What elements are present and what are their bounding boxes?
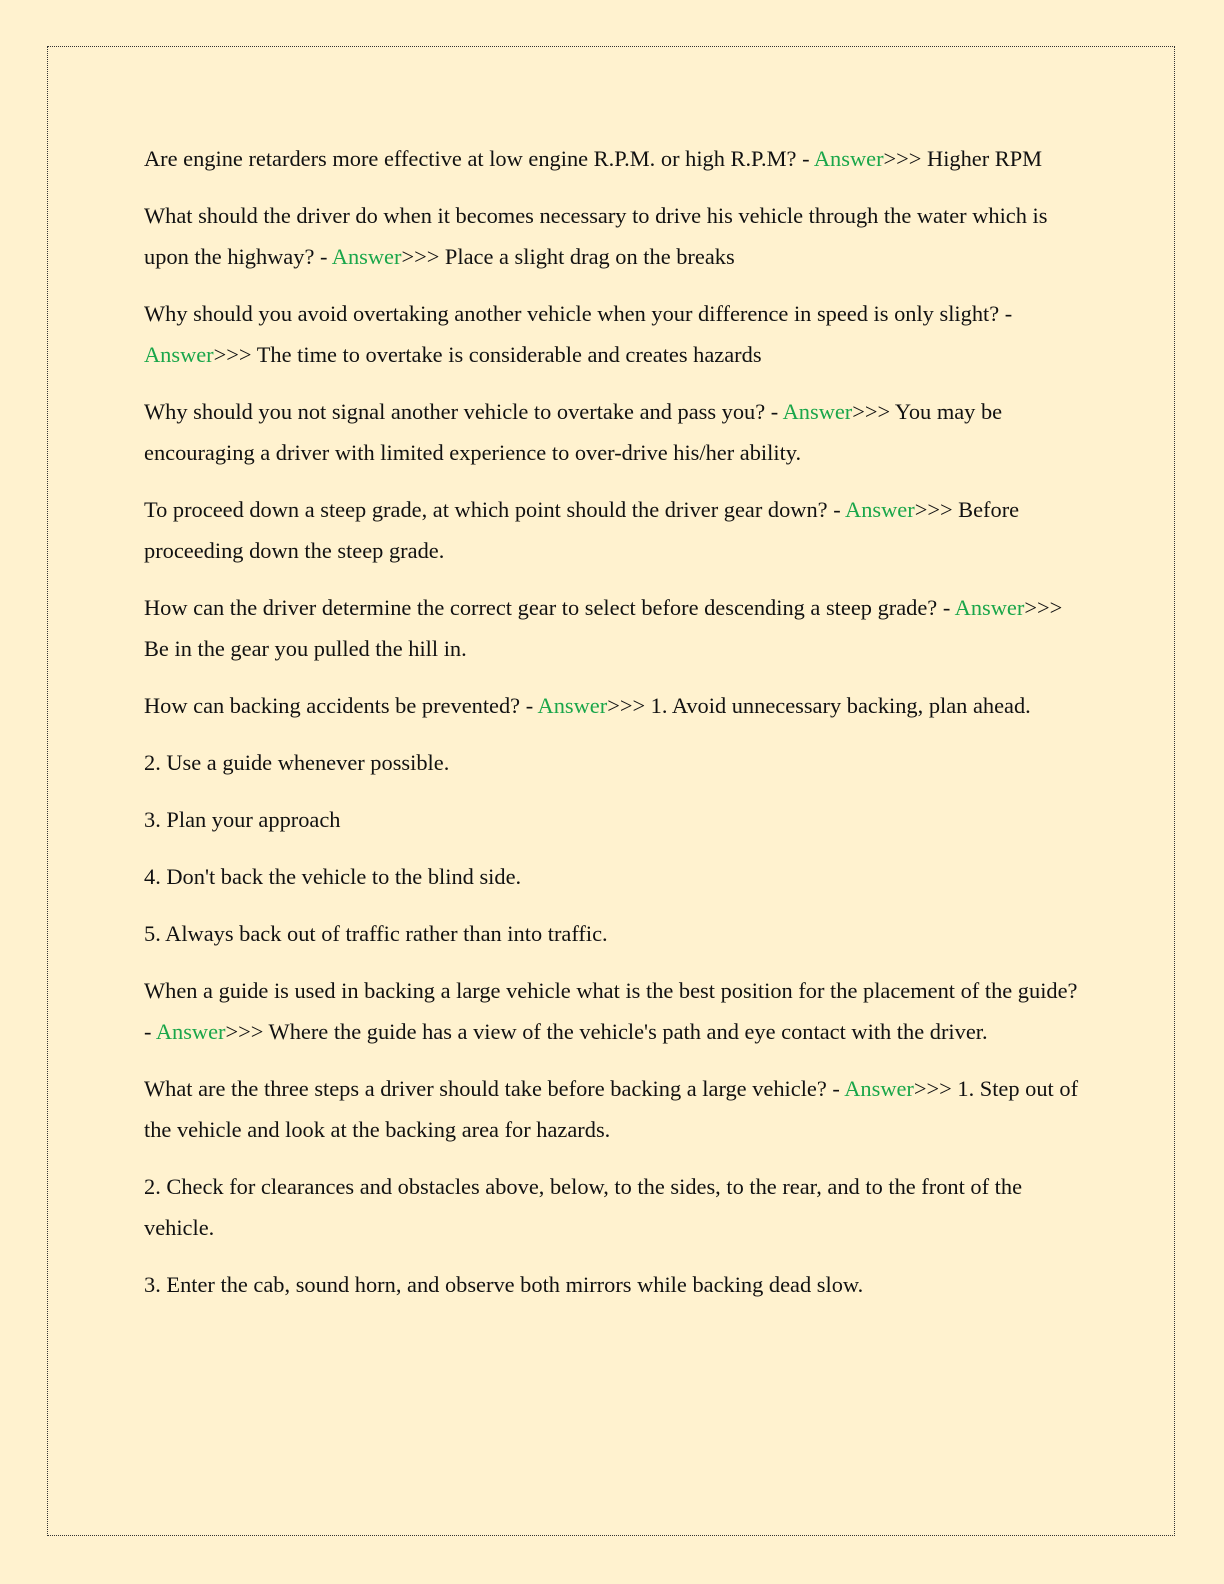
answer-text: >>> Where the guide has a view of the vehicle's path and eye contact with the driver. (225, 1019, 988, 1044)
answer-label: Answer (813, 146, 884, 171)
answer-text: >>> 1. Avoid unnecessary backing, plan ahead. (607, 693, 1031, 718)
list-item (144, 1264, 1084, 1305)
list-item-text: 3. Enter the cab, sound horn, and observe both mirrors while backing dead slow. (144, 1272, 864, 1297)
qa-paragraph (144, 293, 1084, 375)
answer-label: Answer (782, 399, 853, 424)
qa-paragraph (144, 489, 1084, 571)
list-item-text: 5. Always back out of traffic rather than into traffic. (144, 921, 608, 946)
question-text: What should the driver do when it becomes necessary to drive his vehicle through the water which is upon the highway? - (144, 203, 1048, 269)
qa-paragraph (144, 138, 1084, 179)
answer-label: Answer (144, 342, 214, 367)
answer-text: >>> 1. Step out of the vehicle and look at the backing area for hazards. (144, 1076, 1079, 1142)
question-text: Why should you avoid overtaking another vehicle when your difference in speed is only slight? - (144, 301, 1013, 326)
qa-paragraph (144, 970, 1084, 1052)
answer-text: >>> You may be encouraging a driver with limited experience to over-drive his/her ability. (144, 399, 1003, 465)
list-item (144, 799, 1084, 840)
answer-text: >>> Be in the gear you pulled the hill in. (144, 595, 1063, 661)
answer-label: Answer (845, 497, 915, 522)
list-item (144, 742, 1084, 783)
answer-label: Answer (537, 693, 608, 718)
answer-text: >>> Place a slight drag on the breaks (401, 244, 735, 269)
qa-paragraph (144, 391, 1084, 473)
answer-label: Answer (331, 244, 402, 269)
question-text: How can the driver determine the correct gear to select before descending a steep grade? - (144, 595, 955, 620)
list-item-text: 2. Check for clearances and obstacles above, below, to the sides, to the rear, and to the front of the vehicle. (144, 1174, 1023, 1240)
question-text: Why should you not signal another vehicle to overtake and pass you? - (144, 399, 783, 424)
answer-label: Answer (155, 1019, 226, 1044)
answer-text: >>> Before proceeding down the steep grade. (144, 497, 1020, 563)
answer-label: Answer (844, 1076, 914, 1101)
answer-label: Answer (954, 595, 1025, 620)
list-item (144, 1166, 1084, 1248)
list-item (144, 856, 1084, 897)
qa-paragraph (144, 587, 1084, 669)
list-item (144, 913, 1084, 954)
answer-text: >>> Higher RPM (883, 146, 1043, 171)
answer-text: >>> The time to overtake is considerable and creates hazards (213, 342, 762, 367)
qa-paragraph (144, 685, 1084, 726)
list-item-text: 3. Plan your approach (144, 807, 341, 832)
question-text: When a guide is used in backing a large vehicle what is the best position for the placement of the guide? - (144, 978, 1078, 1044)
question-text: Are engine retarders more effective at low engine R.P.M. or high R.P.M? - (144, 146, 814, 171)
question-text: How can backing accidents be prevented? - (144, 693, 538, 718)
document-body (144, 138, 1084, 1321)
qa-paragraph (144, 195, 1084, 277)
question-text: To proceed down a steep grade, at which point should the driver gear down? - (144, 497, 846, 522)
question-text: What are the three steps a driver should take before backing a large vehicle? - (144, 1076, 845, 1101)
qa-paragraph (144, 1068, 1084, 1150)
list-item-text: 2. Use a guide whenever possible. (144, 750, 450, 775)
list-item-text: 4. Don't back the vehicle to the blind side. (144, 864, 522, 889)
